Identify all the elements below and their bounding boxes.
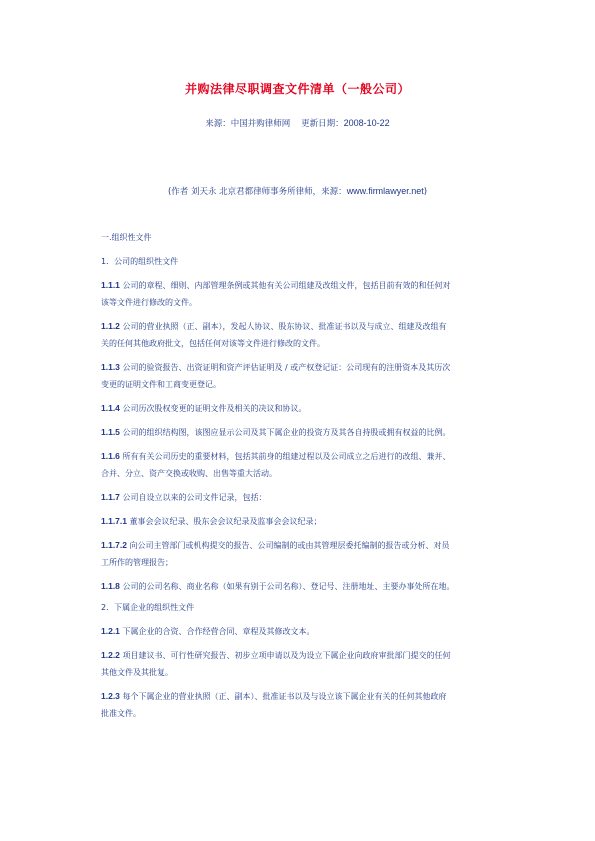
subsection-heading: 1．公司的组织性文件	[101, 257, 179, 266]
item-text: 向公司主管部门或机构提交的报告、公司编制的或由其管理层委托编制的报告或分析、对员	[129, 541, 450, 550]
item-number: 1.2.1	[101, 626, 120, 636]
item-text: 公司历次股权变更的证明文件及相关的决议和协议。	[122, 404, 307, 413]
item-text: 公司自设立以来的公司文件记录，包括：	[122, 493, 267, 502]
section-heading: 一.组织性文件	[101, 233, 152, 242]
list-item	[101, 448, 501, 465]
item-number: 1.1.2	[101, 321, 120, 331]
item-text-continued: 合并、分立、资产交换或收购、出售等重大活动。	[101, 469, 277, 478]
item-text-continued: 批准文件。	[101, 709, 141, 718]
item-text: 公司的公司名称、商业名称（如果有别于公司名称）、登记号、注册地址、主要办事处所在地。	[122, 582, 455, 591]
byline-close: )	[423, 187, 428, 197]
source-label: 来源：中国并购律师网	[205, 119, 291, 129]
document-title: 并购法律尽职调查文件清单（一般公司）	[184, 82, 410, 96]
item-number: 1.1.3	[101, 362, 120, 372]
item-text: 公司的营业执照（正、副本），发起人协议、股东协议、批准证书以及与成立、组建及改组有	[122, 322, 447, 331]
item-number: 1.1.1	[101, 280, 120, 290]
item-text-continued: 该等文件进行修改的文件。	[101, 298, 197, 307]
list-item	[101, 424, 501, 441]
document-body	[101, 229, 501, 722]
item-text: 公司的验资报告、出资证明和资产评估证明及 / 或产权登记证：公司现有的注册资本及其历次	[122, 363, 451, 372]
item-number: 1.2.2	[101, 650, 120, 660]
item-number: 1.2.3	[101, 691, 120, 701]
item-text: 董事会会议纪录、股东会会议纪录及监事会会议纪录；	[129, 517, 322, 526]
list-item	[101, 537, 501, 554]
list-item	[101, 400, 501, 417]
item-text: 下属企业的合资、合作经营合同、章程及其修改文本。	[122, 627, 315, 636]
item-text: 项目建议书、可行性研究报告、初步立项申请以及为设立下属企业向政府审批部门提交的任何	[122, 651, 451, 660]
item-number: 1.1.7	[101, 492, 120, 502]
updated-label: 更新日期：	[301, 119, 344, 129]
list-item	[101, 513, 501, 530]
item-number: 1.1.7.2	[101, 540, 127, 550]
document-meta	[0, 117, 595, 129]
item-text: 每个下属企业的营业执照（正、副本）、批准证书以及与设立该下属企业有关的任何其他政府	[122, 692, 447, 701]
list-item	[101, 623, 501, 640]
list-item	[101, 318, 501, 335]
updated-date: 2008-10-22	[343, 118, 390, 128]
item-text: 所有有关公司历史的重要材料，包括其前身的组建过程以及公司成立之后进行的改组、兼并、	[122, 452, 451, 461]
item-number: 1.1.7.1	[101, 516, 127, 526]
item-text-continued: 其他文件及其批复。	[101, 668, 173, 677]
list-item	[101, 578, 501, 595]
list-item	[101, 647, 501, 664]
item-text: 公司的章程、细则、内部管理条例或其他有关公司组建及改组文件，包括目前有效的和任何对	[122, 281, 451, 290]
list-item	[101, 489, 501, 506]
list-item	[101, 277, 501, 294]
item-number: 1.1.4	[101, 403, 120, 413]
item-text: 公司的组织结构图，该图应显示公司及其下属企业的投资方及其各自持股或拥有权益的比例。	[122, 428, 451, 437]
subsection-heading: 2．下属企业的组织性文件	[101, 603, 195, 612]
item-number: 1.1.8	[101, 581, 120, 591]
list-item	[101, 688, 501, 705]
item-number: 1.1.5	[101, 427, 120, 437]
list-item	[101, 359, 501, 376]
byline-text: (作者 刘天永 北京君都律师事务所律师，来源：	[167, 187, 347, 197]
author-byline	[0, 185, 595, 197]
byline-url[interactable]: www.firmlawyer.net	[346, 186, 424, 196]
item-text-continued: 关的任何其他政府批文，包括任何对该等文件进行修改的文件。	[101, 339, 325, 348]
item-text-continued: 变更的证明文件和工商变更登记。	[101, 380, 221, 389]
item-number: 1.1.6	[101, 451, 120, 461]
item-text-continued: 工所作的管理报告；	[101, 558, 173, 567]
